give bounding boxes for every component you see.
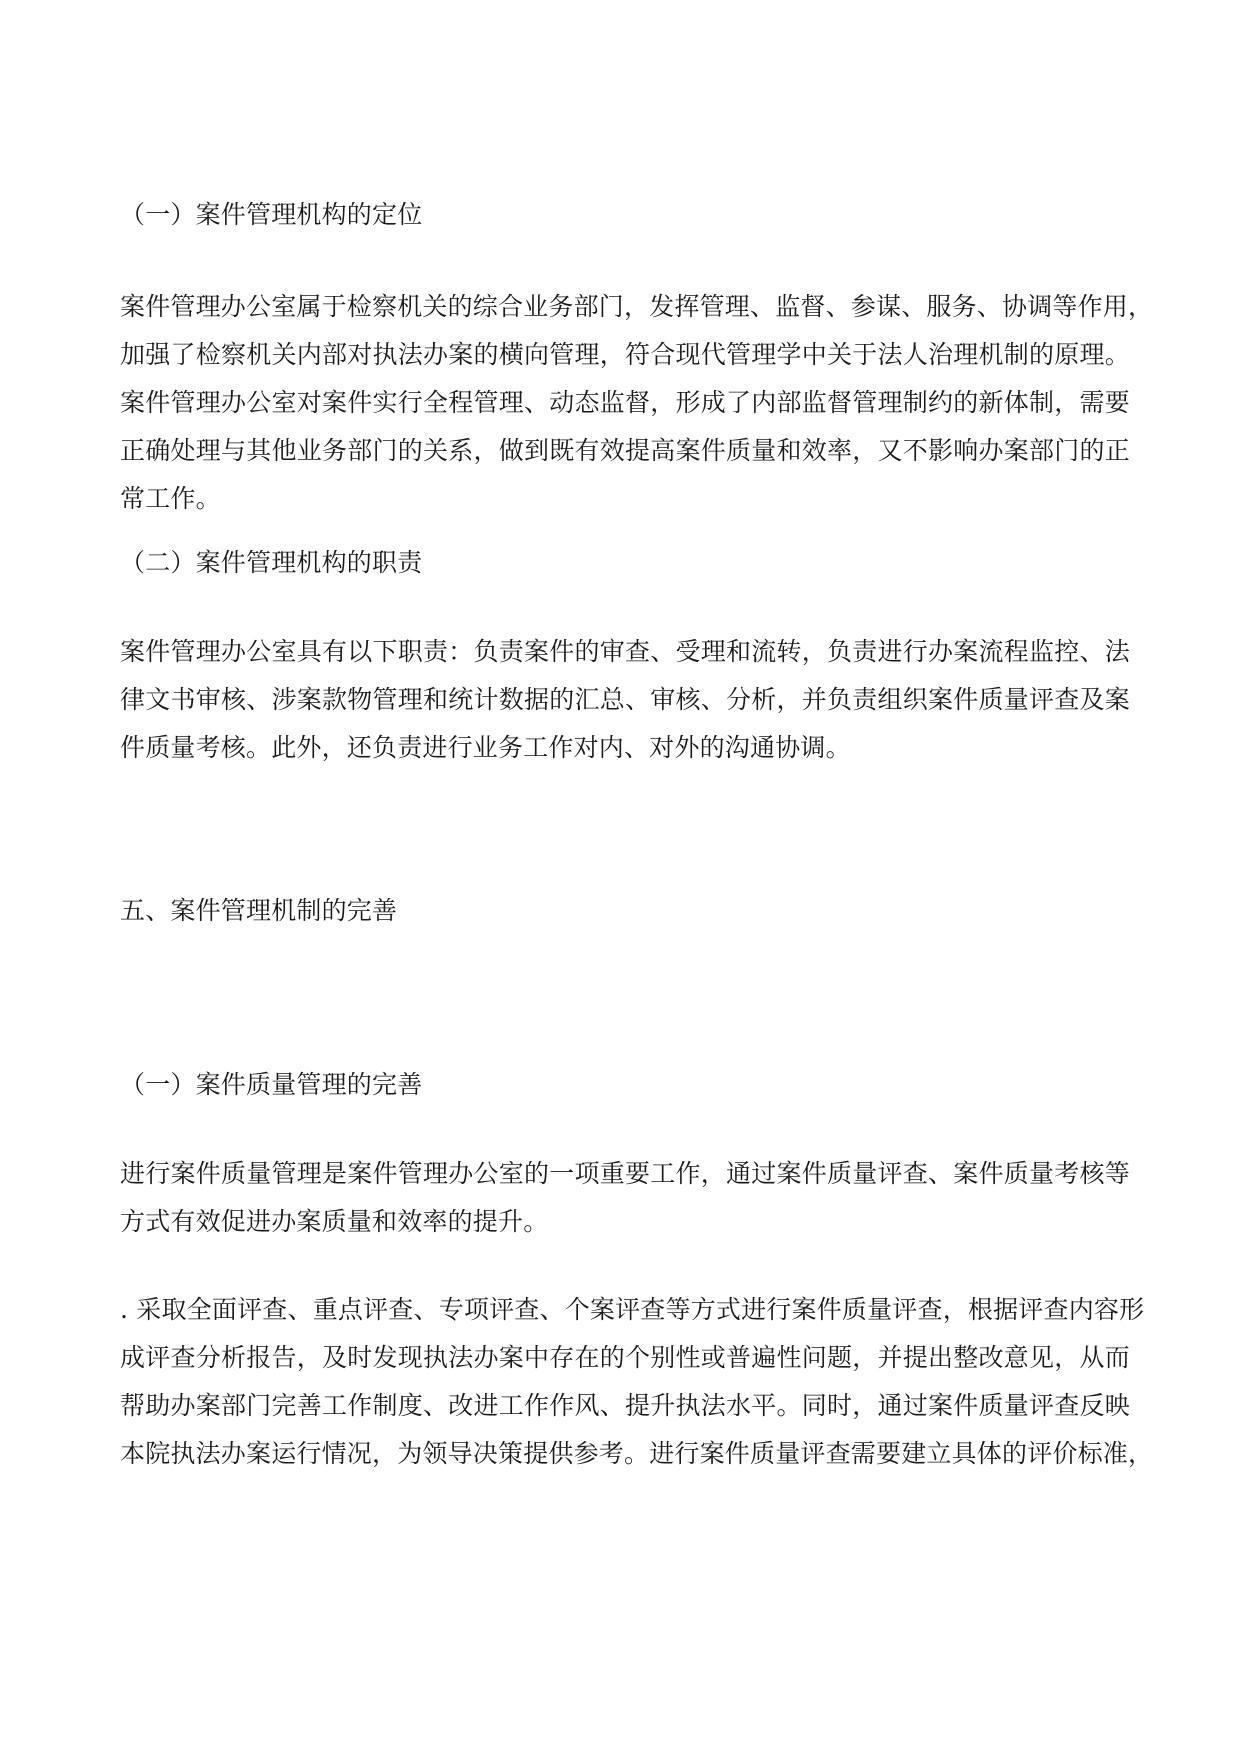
paragraph-line: 加强了检察机关内部对执法办案的横向管理，符合现代管理学中关于法人治理机制的原理。 <box>120 340 1130 369</box>
paragraph-quality <box>120 1150 1130 1246</box>
paragraph-evaluation <box>120 1286 1154 1478</box>
paragraph-line: 案件管理办公室具有以下职责：负责案件的审查、受理和流转，负责进行办案流程监控、法 <box>120 637 1130 666</box>
paragraph-line: 律文书审核、涉案款物管理和统计数据的汇总、审核、分析，并负责组织案件质量评查及案 <box>120 685 1130 714</box>
paragraph-line: 案件管理办公室对案件实行全程管理、动态监督，形成了内部监督管理制约的新体制，需要 <box>120 388 1130 417</box>
section-heading-quality: （一）案件质量管理的完善 <box>120 1070 423 1099</box>
paragraph-duties <box>120 628 1130 772</box>
chapter-heading-improvement: 五、案件管理机制的完善 <box>120 896 398 925</box>
paragraph-line: 成评查分析报告，及时发现执法办案中存在的个别性或普遍性问题，并提出整改意见，从而 <box>120 1343 1130 1372</box>
paragraph-line: . 采取全面评查、重点评查、专项评查、个案评查等方式进行案件质量评查，根据评查内容形 <box>120 1295 1145 1324</box>
section-heading-duties: （二）案件管理机构的职责 <box>120 548 423 577</box>
paragraph-line: 案件管理办公室属于检察机关的综合业务部门，发挥管理、监督、参谋、服务、协调等作用， <box>120 292 1154 321</box>
paragraph-line: 件质量考核。此外，还负责进行业务工作对内、对外的沟通协调。 <box>120 733 851 762</box>
paragraph-line: 本院执法办案运行情况，为领导决策提供参考。进行案件质量评查需要建立具体的评价标准， <box>120 1439 1154 1468</box>
paragraph-line: 帮助办案部门完善工作制度、改进工作作风、提升执法水平。同时，通过案件质量评查反映 <box>120 1391 1130 1420</box>
paragraph-line: 正确处理与其他业务部门的关系，做到既有效提高案件质量和效率，又不影响办案部门的正 <box>120 436 1130 465</box>
section-heading-positioning: （一）案件管理机构的定位 <box>120 200 423 229</box>
paragraph-line: 进行案件质量管理是案件管理办公室的一项重要工作，通过案件质量评查、案件质量考核等 <box>120 1159 1130 1188</box>
paragraph-line: 常工作。 <box>120 484 221 513</box>
paragraph-line: 方式有效促进办案质量和效率的提升。 <box>120 1207 549 1236</box>
paragraph-positioning <box>120 283 1154 523</box>
